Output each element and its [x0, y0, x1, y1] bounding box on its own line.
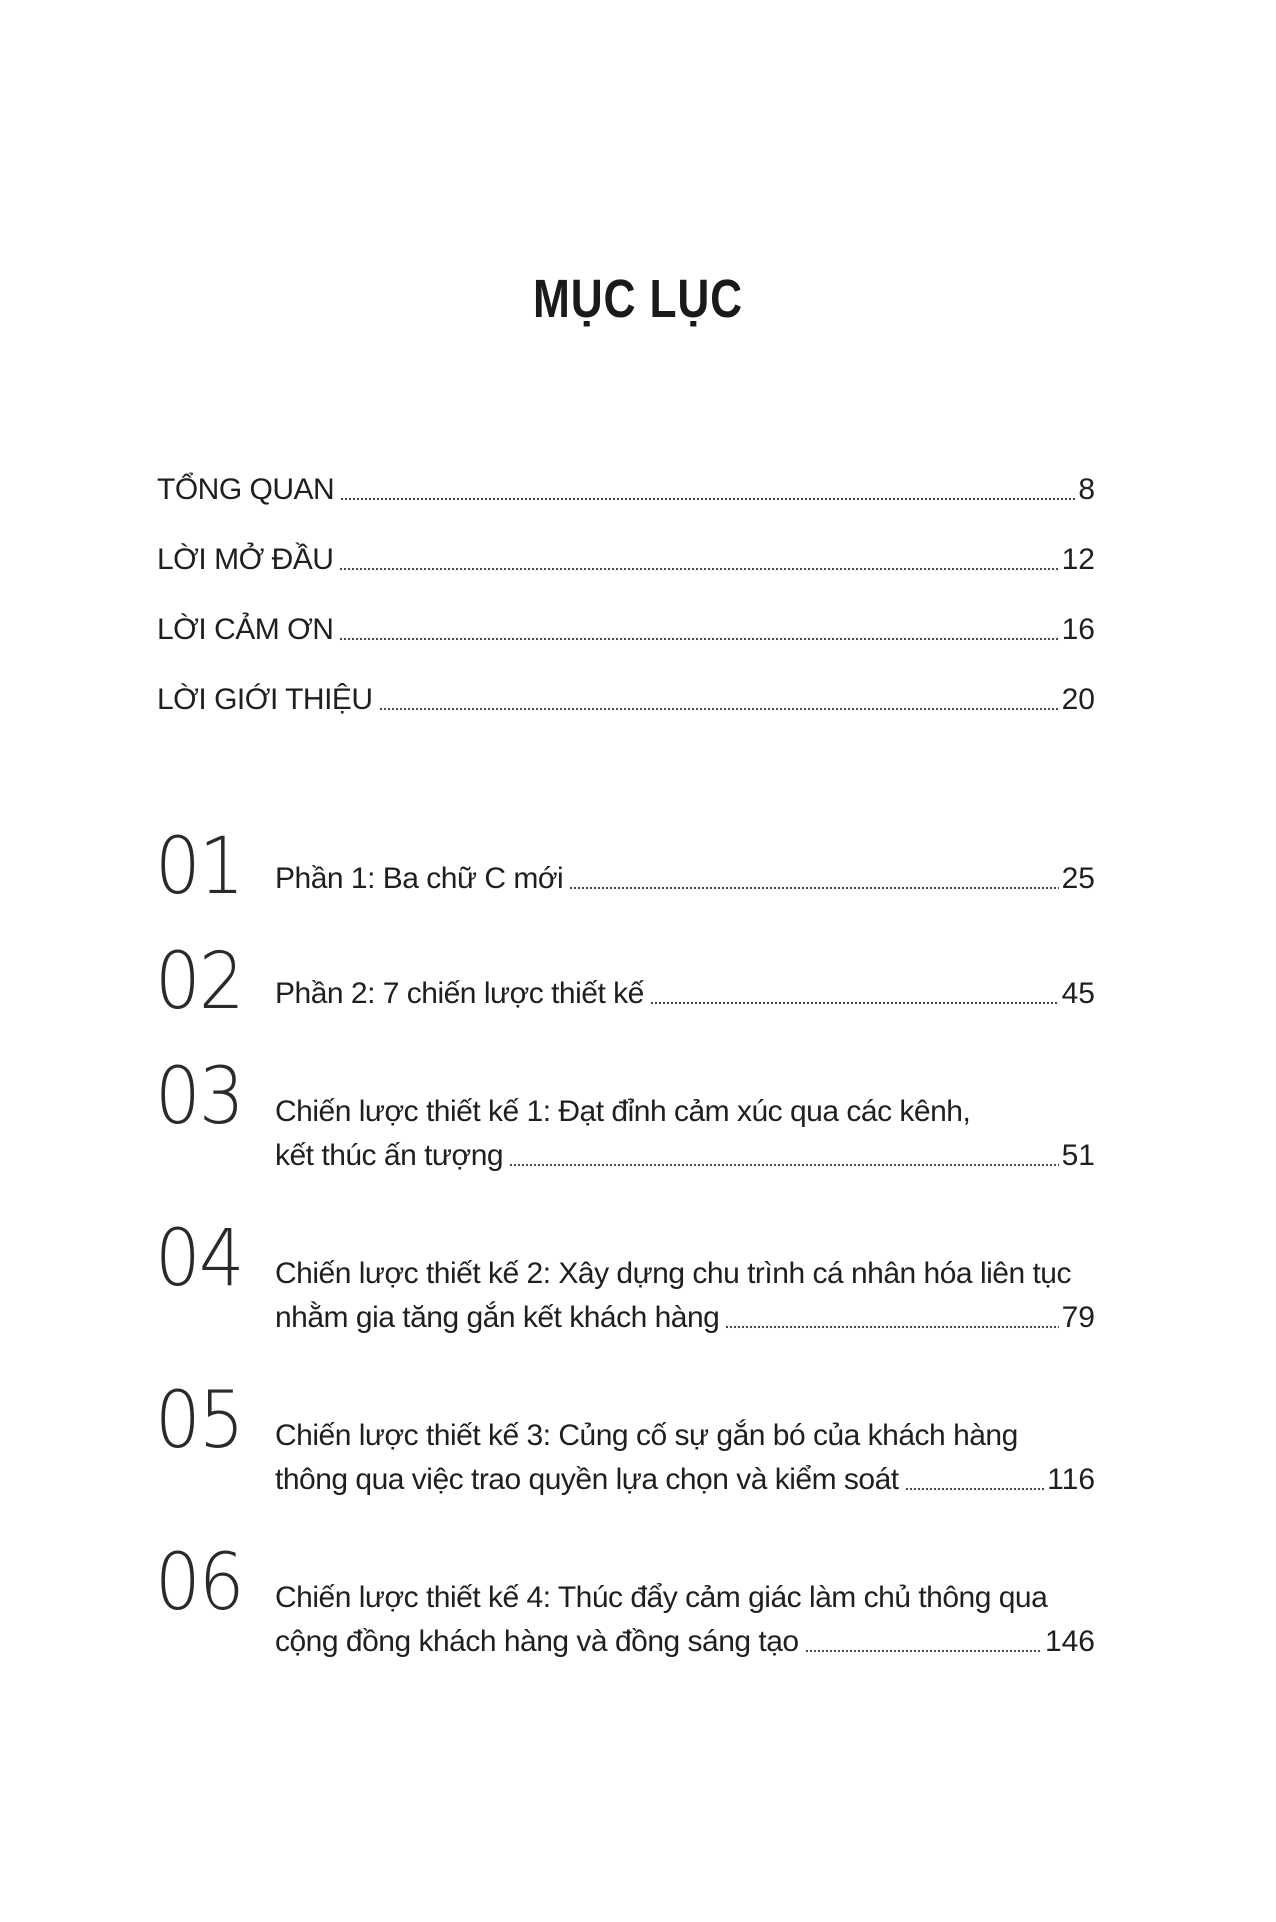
- toc-entry-chapter-03: [275, 1132, 1095, 1176]
- toc-entry-label: Phần 1: Ba chữ C mới: [275, 862, 564, 895]
- toc-entry-label: LỜI MỞ ĐẦU: [157, 543, 334, 576]
- dot-leader: [340, 495, 1075, 503]
- toc-entry-label: thông qua việc trao quyền lựa chọn và kiểm soát: [275, 1463, 899, 1496]
- toc-entry-page: 8: [1078, 473, 1095, 506]
- toc-entry-chapter-06: [275, 1618, 1095, 1662]
- toc-entry-label: LỜI CẢM ƠN: [157, 613, 334, 646]
- toc-entry-loi-cam-on: [157, 606, 1095, 650]
- toc-entry-page: 51: [1061, 1139, 1095, 1172]
- toc-entry-page: 20: [1061, 683, 1095, 716]
- toc-entry-chapter-02: [275, 970, 1095, 1014]
- dot-leader: [339, 635, 1058, 643]
- toc-entry-title-line: Chiến lược thiết kế 2: Xây dựng chu trình cá nhân hóa liên tục: [275, 1257, 1071, 1290]
- toc-entry-title-line: Chiến lược thiết kế 4: Thúc đẩy cảm giác làm chủ thông qua: [275, 1581, 1048, 1614]
- dot-leader: [650, 999, 1059, 1007]
- chapter-number: 03: [155, 1052, 243, 1142]
- toc-entry-label: Phần 2: 7 chiến lược thiết kế: [275, 977, 644, 1010]
- toc-entry-label: TỔNG QUAN: [157, 473, 335, 506]
- toc-entry-page: 116: [1047, 1463, 1095, 1496]
- chapter-number: 06: [155, 1538, 243, 1628]
- toc-entry-page: 12: [1061, 543, 1095, 576]
- chapter-number: 02: [155, 937, 243, 1027]
- dot-leader: [339, 565, 1058, 573]
- page-title: MỤC LỤC: [533, 269, 743, 329]
- toc-entry-page: 45: [1061, 977, 1095, 1010]
- toc-entry-loi-mo-dau: [157, 536, 1095, 580]
- toc-entry-loi-gioi-thieu: [157, 676, 1095, 720]
- chapter-number: 04: [155, 1214, 243, 1304]
- toc-entry-page: 79: [1061, 1301, 1095, 1334]
- toc-entry-chapter-01: [275, 855, 1095, 899]
- dot-leader: [805, 1647, 1042, 1655]
- toc-entry-chapter-05: [275, 1456, 1095, 1500]
- chapter-number: 01: [155, 822, 243, 912]
- dot-leader: [569, 884, 1058, 892]
- toc-entry-page: 16: [1061, 613, 1095, 646]
- toc-entry-label: LỜI GIỚI THIỆU: [157, 683, 373, 716]
- dot-leader: [379, 705, 1059, 713]
- toc-entry-tong-quan: [157, 466, 1095, 510]
- toc-entry-label: kết thúc ấn tượng: [275, 1139, 504, 1172]
- dot-leader: [725, 1323, 1058, 1331]
- toc-entry-label: cộng đồng khách hàng và đồng sáng tạo: [275, 1625, 799, 1658]
- dot-leader: [905, 1485, 1045, 1493]
- dot-leader: [509, 1161, 1059, 1169]
- toc-entry-title-line: Chiến lược thiết kế 3: Củng cố sự gắn bó của khách hàng: [275, 1419, 1018, 1452]
- toc-entry-label: nhằm gia tăng gắn kết khách hàng: [275, 1301, 720, 1334]
- toc-entry-page: 146: [1044, 1625, 1095, 1658]
- chapter-number: 05: [155, 1376, 243, 1466]
- toc-entry-page: 25: [1061, 862, 1095, 895]
- toc-entry-title-line: Chiến lược thiết kế 1: Đạt đỉnh cảm xúc qua các kênh,: [275, 1095, 971, 1128]
- toc-entry-chapter-04: [275, 1294, 1095, 1338]
